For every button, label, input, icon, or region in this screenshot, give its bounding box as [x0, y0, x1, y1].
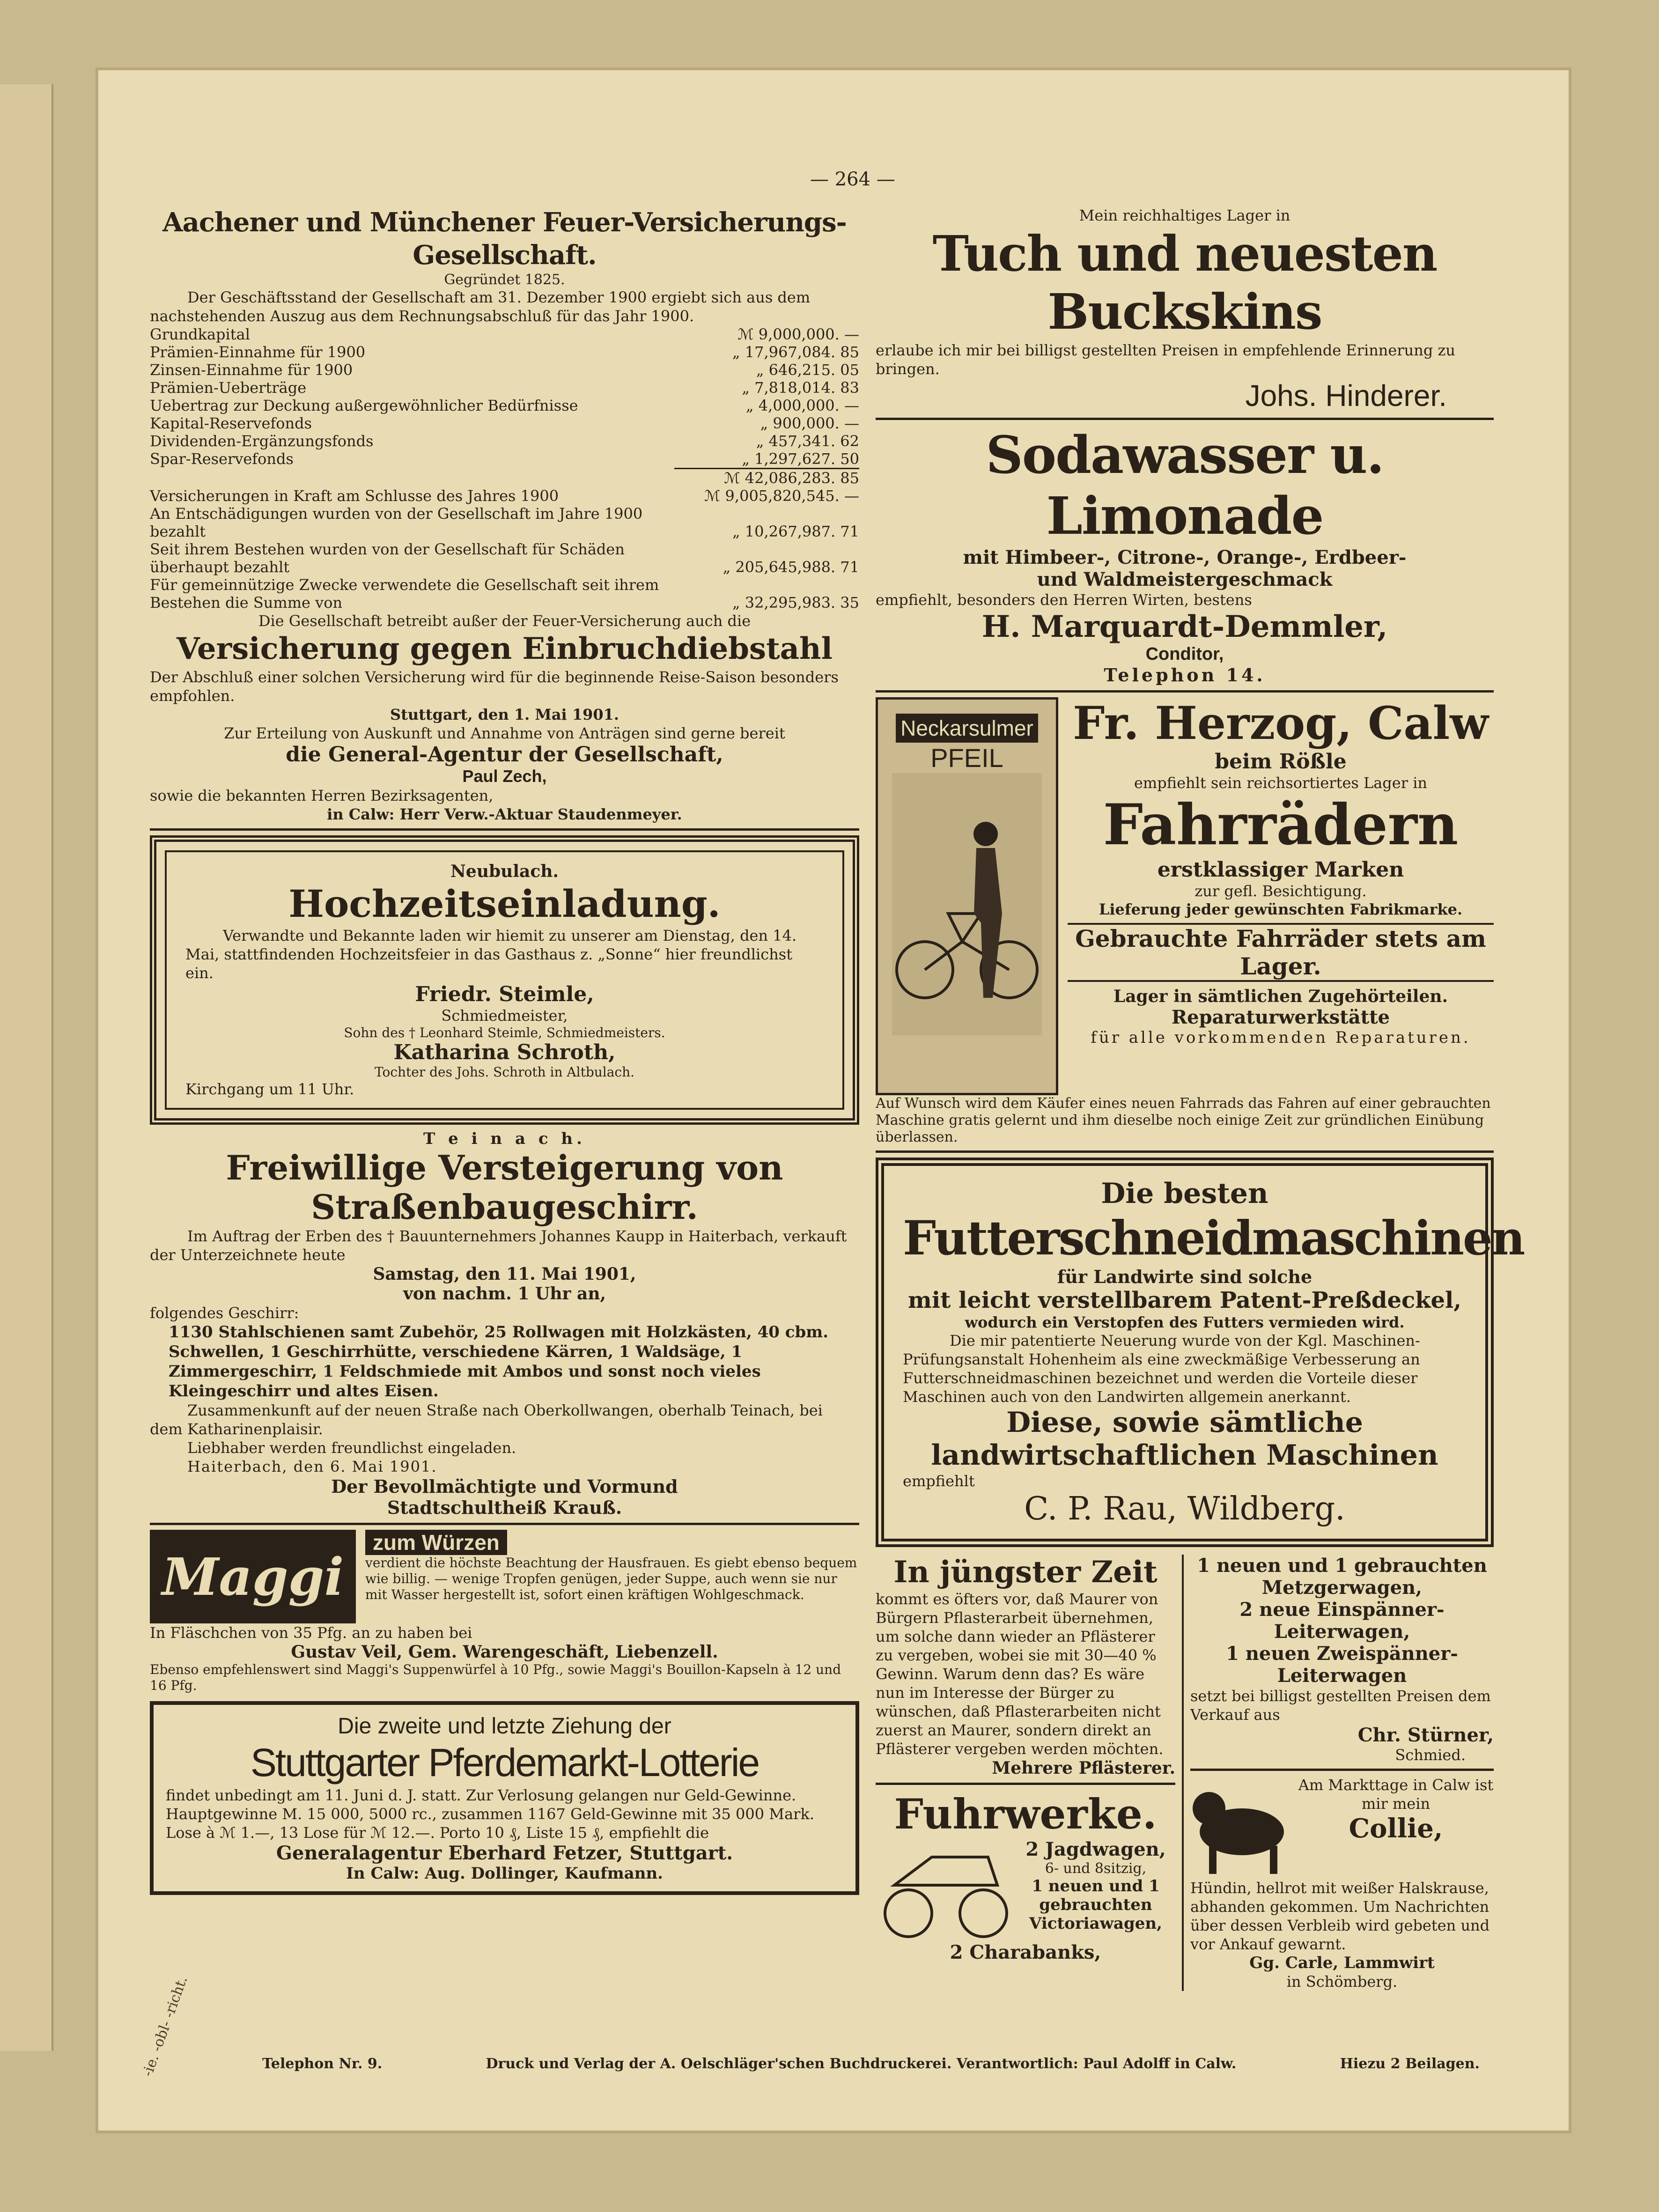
aachener-row [150, 325, 859, 343]
herzog-delivery: Lieferung jeder gewünschten Fabrikmarke. [1099, 900, 1463, 918]
aachener-row [150, 450, 859, 468]
divider [1190, 1769, 1494, 1771]
margin-note: -ie. -obl- -richt. [139, 1974, 191, 2079]
herzog-quality: erstklassiger Marken [1157, 858, 1404, 882]
collie-text2: Hündin, hellrot mit weißer Halskrause, abhanden gekommen. Um Nachrichten über dessen Verbleib wird gebeten und vor Ankauf gewarnt. [1190, 1879, 1490, 1953]
teinach-sig2: Stadtschultheiß Krauß. [387, 1497, 622, 1518]
hochzeit-groom-desc1: Schmiedmeister, [441, 1007, 568, 1025]
collie-name: Collie, [1349, 1813, 1443, 1844]
aachener-founded: Gegründet 1825. [444, 272, 565, 288]
row-value: „ 646,215. 05 [756, 361, 859, 379]
collie-text1: Am Markttage in Calw ist mir mein [1298, 1776, 1494, 1813]
aachener-row [150, 379, 859, 397]
divider [876, 1783, 1175, 1785]
hochzeit-text: Verwandte und Bekannte laden wir hiemit zu unserer am Dienstag, den 14. Mai, stattfindenden Hochzeitsfeier in das Gasthaus z. „Sonne“ hier freundlichst ein. [185, 927, 797, 982]
page-footer [262, 2056, 1480, 2072]
wagen-l4: 1 neuen Zweispänner-Leiterwagen [1226, 1643, 1458, 1687]
hochzeit-bride: Katharina Schroth, [393, 1040, 616, 1064]
futter-for: für Landwirte sind solche [1057, 1266, 1312, 1287]
lotterie-ad [150, 1701, 859, 1895]
teinach-date: Samstag, den 11. Mai 1901, [373, 1264, 636, 1284]
juengst-ad [876, 1555, 1175, 1778]
aachener-calw: in Calw: Herr Verw.-Aktuar Staudenmeyer. [327, 805, 682, 823]
hochzeit-ad [150, 835, 859, 1125]
soda-role: Conditor, [1145, 644, 1224, 664]
row-label: Dividenden-Ergänzungsfonds [150, 432, 374, 450]
row-value: „ 900,000. — [760, 414, 859, 432]
fuhr-l3: 1 neuen und 1 [1032, 1877, 1160, 1895]
row-value: „ 7,818,014. 83 [742, 379, 859, 397]
row-label: Kapital-Reservefonds [150, 414, 312, 432]
row-value: ℳ 9,005,820,545. — [704, 487, 859, 505]
maggi-logo: Maggi [150, 1530, 356, 1623]
wagen-name: Chr. Stürner, [1357, 1724, 1494, 1746]
right-column [876, 206, 1524, 1991]
herzog-ad [876, 697, 1494, 1095]
herzog-big: Fahrrädern [1103, 792, 1459, 858]
page-number: — 264 — [810, 169, 895, 190]
futter-note: wodurch ein Verstopfen des Futters vermieden wird. [965, 1313, 1405, 1331]
herzog-parts: Lager in sämtlichen Zugehörteilen. [1113, 987, 1448, 1006]
herzog-sub: beim Rößle [1215, 750, 1347, 774]
juengst-title: In jüngster Zeit [893, 1555, 1158, 1590]
row-label: Zinsen-Einnahme für 1900 [150, 361, 353, 379]
teinach-title2: Straßenbaugeschirr. [311, 1187, 698, 1227]
row-value: „ 17,967,084. 85 [732, 343, 859, 361]
tuch-title: Tuch und neuesten Buckskins [932, 225, 1437, 340]
row-value: „ 10,267,987. 71 [732, 523, 859, 540]
teinach-text2: folgendes Geschirr: [150, 1304, 299, 1322]
tuch-name: Johs. Hinderer. [1245, 379, 1447, 413]
wagen-text: setzt bei billigst gestellten Preisen dem Verkauf aus [1190, 1687, 1491, 1724]
divider [150, 1523, 859, 1525]
aachener-text2: Der Abschluß einer solchen Versicherung wird für die beginnende Reise-Saison besonders empfohlen. [150, 668, 839, 705]
divider [876, 1150, 1494, 1153]
herzog-name: Fr. Herzog, Calw [1073, 697, 1489, 750]
hochzeit-groom: Friedr. Steimle, [415, 982, 594, 1006]
fuhr-title: Fuhrwerke. [894, 1790, 1157, 1838]
bottom-left-subcolumn [876, 1555, 1184, 1991]
hochzeit-groom-desc2: Sohn des † Leonhard Steimle, Schmiedmeisters. [344, 1025, 665, 1040]
footer-print: Druck und Verlag der A. Oelschläger'schen Buchdruckerei. Verantwortlich: Paul Adolff in Calw. [486, 2056, 1237, 2072]
aachener-ad [150, 206, 859, 824]
herzog-footer: Auf Wunsch wird dem Käufer eines neuen Fahrrads das Fahren auf einer gebrauchten Maschine gratis gelernt und ihm dieselbe noch einige Zeit zur gründlichen Einübung überlassen. [876, 1095, 1491, 1145]
teinach-text4: Liebhaber werden freundlichst eingeladen. [187, 1439, 516, 1457]
lotterie-title: Stuttgarter Pferdemarkt-Lotterie [250, 1740, 759, 1784]
herzog-poster [876, 697, 1058, 1095]
row-label: An Entschädigungen wurden von der Gesellschaft im Jahre 1900 bezahlt [150, 505, 643, 540]
futter-big2: landwirtschaftlichen Maschinen [931, 1439, 1438, 1472]
row-label: Prämien-Ueberträge [150, 379, 307, 397]
left-page-edge [0, 84, 53, 2051]
carriage-illustration [876, 1838, 1016, 1941]
futter-name: C. P. Rau, Wildberg. [1024, 1490, 1345, 1527]
divider [150, 828, 859, 831]
fuhr-l5: Victoriawagen, [1029, 1914, 1162, 1933]
footer-phone: Telephon Nr. 9. [262, 2056, 383, 2072]
bottom-right-subcolumn [1184, 1555, 1494, 1991]
futter-top: Die besten [1101, 1177, 1268, 1210]
left-column [150, 206, 859, 1895]
herzog-repair-sub: für alle vorkommenden Reparaturen. [1091, 1028, 1471, 1047]
juengst-text: kommt es öfters vor, daß Maurer von Bürgern Pflasterarbeit übernehmen, um solche dann wieder an Pflästerer zu vergeben, wobei sie mit 30—40 % Gewinn. Warum denn das? Es wäre nun im Interesse der Bürger zu wünschen, daß Pflasterarbeiten nicht zuerst an Maurer, sondern direkt an Pflästerer vergeben werden möchten. [876, 1590, 1164, 1758]
lotterie-text: findet unbedingt am 11. Juni d. J. statt. Zur Verlosung gelangen nur Geld-Gewinne. Hauptgewinne M. 15 000, 5000 rc., zusammen 1167 Geld-Gewinne mit 35 000 Mark. Lose à ℳ 1.—, 13 Lose für ℳ 12.—. Porto 10 ₰, Liste 15 ₰, empfiehlt die [166, 1786, 814, 1842]
poster-brand: Neckarsulmer [896, 714, 1038, 743]
row-value: „ 32,295,983. 35 [732, 594, 859, 612]
fuhr-l4: gebrauchten [1039, 1895, 1152, 1914]
wagen-l1: 1 neuen und 1 gebrauchten [1197, 1555, 1487, 1577]
tuch-ad [876, 206, 1494, 413]
futter-text: Die mir patentierte Neuerung wurde von der Kgl. Maschinen-Prüfungsanstalt Hohenheim als eine zweckmäßige Verbesserung an Futterschneidmaschinen bezeichnet und werden die Vorteile dieser Maschinen auch von den Landwirten allgemein anerkannt. [903, 1332, 1420, 1406]
futter-title: Futterschneidmaschinen [903, 1210, 1524, 1266]
teinach-place: T e i n a c h. [423, 1129, 586, 1148]
row-label: Prämien-Einnahme für 1900 [150, 343, 366, 361]
row-value: „ 4,000,000. — [746, 397, 859, 414]
row-value: „ 205,645,988. 71 [723, 558, 859, 576]
tuch-text: erlaube ich mir bei billigst gestellten Preisen in empfehlende Erinnerung zu bringen. [876, 341, 1455, 378]
hochzeit-title: Hochzeitseinladung. [288, 882, 721, 926]
futter-rec: empfiehlt [903, 1472, 975, 1490]
aachener-agency: die General-Agentur der Gesellschaft, [286, 743, 723, 767]
hochzeit-place: Neubulach. [450, 862, 559, 881]
maggi-ad [150, 1530, 859, 1694]
aachener-row [150, 361, 859, 379]
collie-place: in Schömberg. [1286, 1973, 1398, 1991]
collie-ad [1190, 1776, 1494, 1991]
lotterie-agency: Generalagentur Eberhard Fetzer, Stuttgart. [276, 1842, 733, 1864]
teinach-sig1: Der Bevollmächtigte und Vormund [331, 1476, 678, 1497]
aachener-text3: Zur Erteilung von Auskunft und Annahme von Anträgen sind gerne bereit [224, 724, 785, 742]
aachener-person: Paul Zech, [462, 767, 547, 786]
fuhr-l6: 2 Charabanks, [950, 1941, 1101, 1963]
fuhr-l1: 2 Jagdwagen, [1025, 1838, 1166, 1860]
soda-ad [876, 425, 1494, 686]
row-label: Uebertrag zur Deckung außergewöhnlicher Bedürfnisse [150, 397, 578, 414]
teinach-title1: Freiwillige Versteigerung von [226, 1148, 783, 1187]
soda-flavors1: mit Himbeer-, Citrone-, Orange-, Erdbeer- [963, 546, 1407, 568]
row-label: Spar-Reservefonds [150, 450, 294, 468]
fuhr-ad [876, 1790, 1175, 1963]
divider [876, 418, 1494, 420]
divider [876, 690, 1494, 693]
row-label: Grundkapital [150, 325, 250, 343]
aachener-row2 [150, 487, 859, 505]
herzog-view: zur gefl. Besichtigung. [1194, 882, 1367, 900]
aachener-intro: Der Geschäftsstand der Gesellschaft am 31. Dezember 1900 ergiebt sich aus dem nachstehenden Auszug aus dem Rechnungsabschluß für das Jahr 1900. [150, 288, 811, 325]
soda-name: H. Marquardt-Demmler, [981, 609, 1388, 644]
aachener-row [150, 432, 859, 450]
aachener-table2 [150, 487, 859, 612]
futter-ad [876, 1158, 1524, 1547]
row-label: Seit ihrem Bestehen wurden von der Gesellschaft für Schäden überhaupt bezahlt [150, 540, 625, 576]
soda-phone: Telephon 14. [1104, 664, 1266, 686]
row-value: ℳ 9,000,000. — [737, 325, 859, 343]
maggi-badge: zum Würzen [365, 1530, 507, 1555]
lotterie-top: Die zweite und letzte Ziehung der [338, 1714, 671, 1739]
herzog-text1: empfiehlt sein reichsortiertes Lager in [1134, 774, 1428, 792]
aachener-title: Aachener und Münchener Feuer-Versicherungs-Gesellschaft. [162, 207, 847, 271]
collie-sig: Gg. Carle, Lammwirt [1249, 1954, 1435, 1972]
soda-flavors2: und Waldmeistergeschmack [1037, 568, 1333, 590]
aachener-line: Die Gesellschaft betreibt außer der Feuer-Versicherung auch die [258, 612, 751, 630]
aachener-text4: sowie die bekannten Herren Bezirksagenten, [150, 787, 494, 804]
row-value: „ 457,341. 62 [756, 432, 859, 450]
maggi-extra: Ebenso empfehlenswert sind Maggi's Suppenwürfel à 10 Pfg., sowie Maggi's Bouillon-Kapseln à 12 und 16 Pfg. [150, 1662, 841, 1693]
aachener-row [150, 343, 859, 361]
row-label: Für gemeinnützige Zwecke verwendete die Gesellschaft seit ihrem Bestehen die Summe von [150, 576, 659, 612]
wagen-role: Schmied. [1395, 1746, 1466, 1764]
aachener-date: Stuttgart, den 1. Mai 1901. [390, 706, 619, 723]
dog-illustration [1190, 1776, 1298, 1879]
teinach-text1: Im Auftrag der Erben des † Bauunternehmers Johannes Kaupp in Haiterbach, verkauft der Unterzeichnete heute [150, 1227, 847, 1264]
bicycle-rider-illustration [892, 773, 1042, 1035]
teinach-text3: Zusammenkunft auf der neuen Straße nach Oberkollwangen, oberhalb Teinach, bei dem Katharinenplaisir. [150, 1401, 823, 1438]
teinach-items: 1130 Stahlschienen samt Zubehör, 25 Rollwagen mit Holzkästen, 40 cbm. Schwellen, 1 Geschirrhütte, verschiedene Kärren, 1 Waldsäge, 1 Zimmergeschirr, 1 Feldschmiede mit Ambos und sonst noch vieles Kleingeschirr und altes Eisen. [169, 1323, 829, 1401]
wagen-l2: Metzgerwagen, [1261, 1577, 1423, 1599]
soda-title: Sodawasser u. Limonade [986, 425, 1384, 546]
aachener-row [150, 397, 859, 414]
tuch-intro: Mein reichhaltiges Lager in [1079, 206, 1290, 224]
teinach-text5: Haiterbach, den 6. Mai 1901. [187, 1458, 437, 1475]
row-label: Versicherungen in Kraft am Schlusse des Jahres 1900 [150, 487, 559, 505]
soda-text: empfiehlt, besonders den Herren Wirten, bestens [876, 591, 1252, 609]
fuhr-l2: 6- und 8sitzig, [1045, 1860, 1147, 1877]
bottom-right-area [876, 1555, 1494, 1991]
lotterie-calw: In Calw: Aug. Dollinger, Kaufmann. [346, 1864, 664, 1883]
maggi-bottles: In Fläschchen von 35 Pfg. an zu haben bei [150, 1624, 472, 1642]
herzog-repair: Reparaturwerkstätte [1171, 1006, 1390, 1028]
footer-extra: Hiezu 2 Beilagen. [1340, 2056, 1480, 2072]
poster-model: PFEIL [930, 743, 1003, 773]
maggi-dealer: Gustav Veil, Gem. Warengeschäft, Liebenzell. [291, 1642, 718, 1662]
maggi-text: verdient die höchste Beachtung der Hausfrauen. Es giebt ebenso bequem wie billig. — wenige Tropfen genügen, jeder Suppe, auch wenn sie nur mit Wasser hergestellt ist, sofort einen kräftigen Wohlgeschmack. [365, 1555, 857, 1602]
juengst-sig: Mehrere Pflästerer. [992, 1758, 1175, 1778]
futter-with: mit leicht verstellbarem Patent-Preßdeckel, [908, 1287, 1461, 1313]
aachener-big: Versicherung gegen Einbruchdiebstahl [177, 631, 833, 666]
wagen-l3: 2 neue Einspänner-Leiterwagen, [1239, 1599, 1445, 1643]
teinach-time: von nachm. 1 Uhr an, [403, 1284, 606, 1304]
hochzeit-bride-desc: Tochter des Johs. Schroth in Altbulach. [374, 1064, 635, 1080]
teinach-ad [150, 1129, 859, 1518]
wagen-ad [1190, 1555, 1494, 1764]
hochzeit-church: Kirchgang um 11 Uhr. [185, 1080, 354, 1098]
aachener-table [150, 325, 859, 468]
aachener-row [150, 414, 859, 432]
aachener-row2 [150, 576, 859, 612]
row-value: „ 1,297,627. 50 [742, 450, 859, 468]
aachener-row2 [150, 505, 859, 540]
herzog-used: Gebrauchte Fahrräder stets am Lager. [1068, 923, 1494, 982]
aachener-total: ℳ 42,086,283. 85 [674, 468, 859, 487]
aachener-row2 [150, 540, 859, 576]
futter-big1: Diese, sowie sämtliche [1006, 1406, 1363, 1439]
